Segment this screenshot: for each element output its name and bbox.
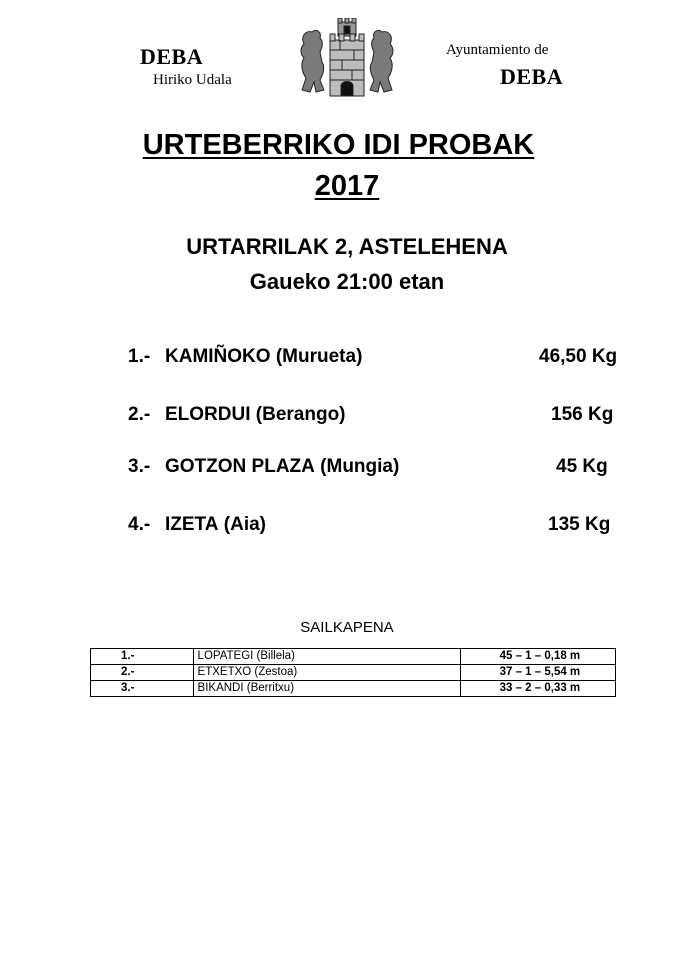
- entry-name: [165, 401, 346, 429]
- entry-name: [165, 511, 266, 539]
- entry-number: 1.-: [128, 346, 151, 367]
- table-row: [91, 665, 616, 681]
- header-right-subtitle: Ayuntamiento de: [446, 42, 549, 58]
- entry-row: [0, 453, 677, 481]
- entry-number: 3.-: [128, 456, 151, 477]
- entry-name: [165, 453, 399, 481]
- entry-place: (Mungia): [320, 456, 400, 477]
- entry-weight: 46,50 Kg: [539, 346, 618, 367]
- ranking-name: BIKANDI (Berritxu): [193, 681, 460, 697]
- ranking-position: 2.-: [91, 665, 194, 681]
- table-row: [91, 681, 616, 697]
- header-right-title: DEBA: [500, 64, 564, 89]
- page-title-year: 2017: [314, 170, 380, 202]
- header-left-title: DEBA: [140, 44, 204, 69]
- entry-weight: 45 Kg: [556, 456, 608, 477]
- entry-name: [165, 343, 362, 371]
- table-row: [91, 649, 616, 665]
- entry-place: (Murueta): [275, 346, 363, 367]
- entry-row: [0, 511, 677, 539]
- ranking-result: 33 – 2 – 0,33 m: [460, 681, 615, 697]
- entry-number: 2.-: [128, 404, 151, 425]
- page-title: URTEBERRIKO IDI PROBAK: [142, 129, 535, 161]
- entry-place: (Berango): [255, 404, 346, 425]
- entry-name-main: IZETA: [165, 514, 219, 535]
- ranking-result: 37 – 1 – 5,54 m: [460, 665, 615, 681]
- coat-of-arms-icon: [298, 18, 396, 100]
- entry-place: (Aia): [223, 514, 266, 535]
- entry-name-main: ELORDUI: [165, 404, 251, 425]
- ranking-position: 1.-: [91, 649, 194, 665]
- entry-name-main: KAMIÑOKO: [165, 346, 271, 367]
- entry-weight: 135 Kg: [548, 514, 611, 535]
- event-date: URTARRILAK 2, ASTELEHENA: [186, 234, 508, 259]
- ranking-title: SAILKAPENA: [300, 619, 394, 636]
- ranking-position: 3.-: [91, 681, 194, 697]
- ranking-name: LOPATEGI (Billela): [193, 649, 460, 665]
- entry-number: 4.-: [128, 514, 151, 535]
- entry-weight: 156 Kg: [551, 404, 614, 425]
- event-time: Gaueko 21:00 etan: [249, 269, 445, 294]
- header-left-subtitle: Hiriko Udala: [153, 72, 232, 88]
- entry-row: [0, 401, 677, 429]
- ranking-name: ETXETXO (Zestoa): [193, 665, 460, 681]
- entry-row: [0, 343, 677, 371]
- entry-name-main: GOTZON PLAZA: [165, 456, 315, 477]
- ranking-table: [90, 648, 616, 697]
- ranking-result: 45 – 1 – 0,18 m: [460, 649, 615, 665]
